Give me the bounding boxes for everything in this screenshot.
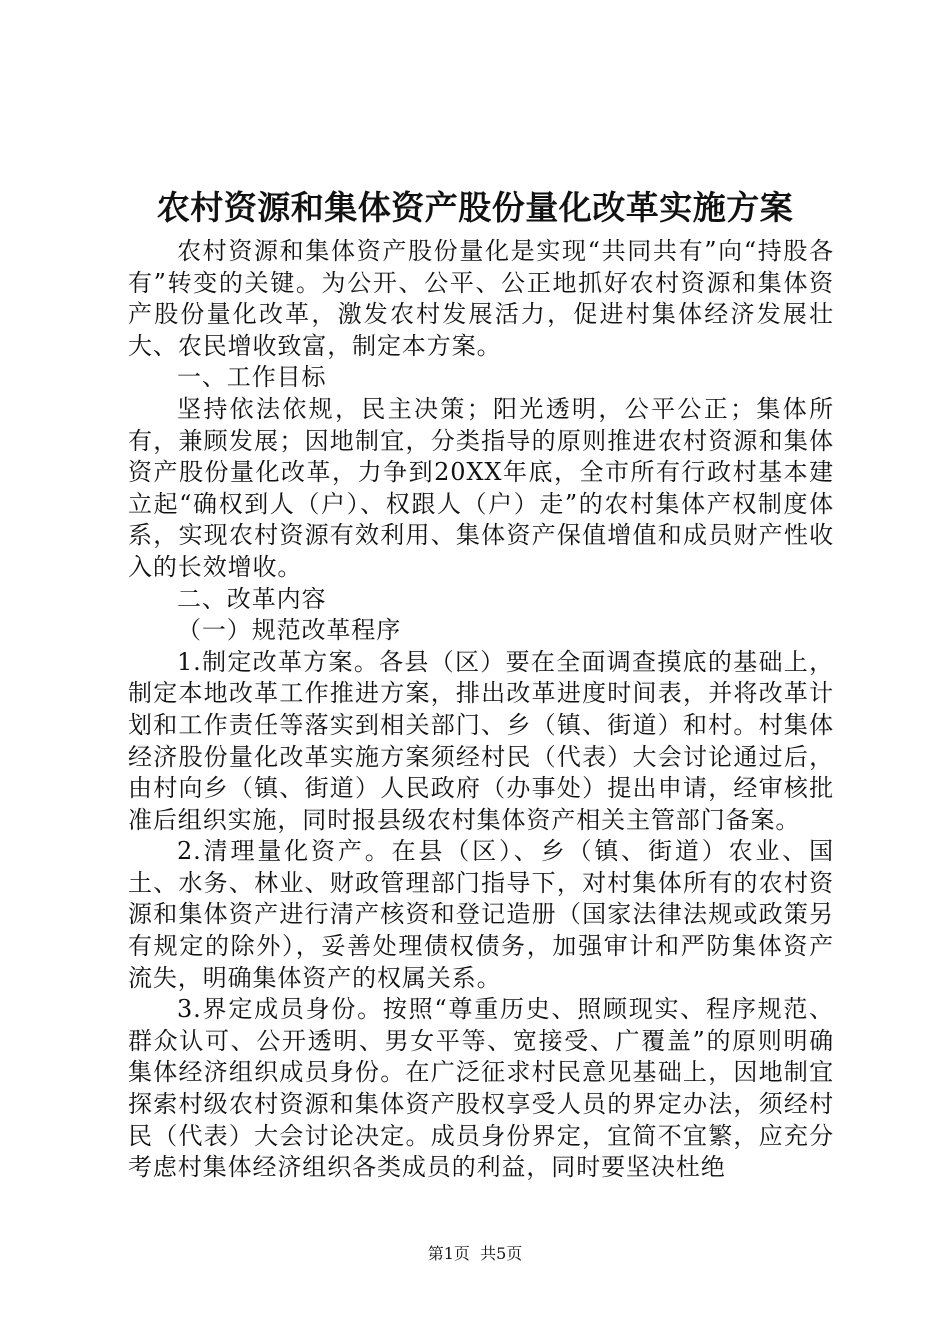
paragraph-item-2: 2.清理量化资产。在县（区）、乡（镇、街道）农业、国土、水务、林业、财政管理部门指导下，对村集体所有的农村资源和集体资产进行清产核资和登记造册（国家法律法规或政策另有规定的除外），妥善处理债权债务，加强审计和严防集体资产流失，明确集体资产的权属关系。 xyxy=(128,837,834,992)
document-body xyxy=(128,236,834,1184)
paragraph-item-1: 1.制定改革方案。各县（区）要在全面调查摸底的基础上，制定本地改革工作推进方案，排出改革进度时间表，并将改革计划和工作责任等落实到相关部门、乡（镇、街道）和村。村集体经济股份量化改革实施方案须经村民（代表）大会讨论通过后，由村向乡（镇、街道）人民政府（办事处）提出申请，经审核批准后组织实施，同时报县级农村集体资产相关主管部门备案。 xyxy=(128,647,834,834)
subheading-standardize-procedure: （一）规范改革程序 xyxy=(177,616,402,645)
paragraph-work-goals: 坚持依法依规，民主决策；阳光透明，公平公正；集体所有，兼顾发展；因地制宜，分类指导的原则推进农村资源和集体资产股份量化改革，力争到20XX年底，全市所有行政村基本建立起“确权到人（户）、权跟人（户）走”的农村集体产权制度体系，实现农村资源有效利用、集体资产保值增值和成员财产性收入的长效增收。 xyxy=(128,394,834,581)
page-footer xyxy=(0,1244,950,1264)
document-title: 农村资源和集体资产股份量化改革实施方案 xyxy=(156,188,794,227)
total-pages: 共5页 xyxy=(480,1244,523,1263)
paragraph-intro: 农村资源和集体资产股份量化是实现“共同共有”向“持股各有”转变的关键。为公开、公平、公正地抓好农村资源和集体资产股份量化改革，激发农村发展活力，促进村集体经济发展壮大、农民增收致富，制定本方案。 xyxy=(128,237,834,360)
heading-work-goals: 一、工作目标 xyxy=(177,363,327,392)
heading-reform-content: 二、改革内容 xyxy=(177,584,327,613)
paragraph-item-3: 3.界定成员身份。按照“尊重历史、照顾现实、程序规范、群众认可、公开透明、男女平等、宽接受、广覆盖”的原则明确集体经济组织成员身份。在广泛征求村民意见基础上，因地制宜探索村级农村资源和集体资产股权享受人员的界定办法，须经村民（代表）大会讨论决定。成员身份界定，宜简不宜繁，应充分考虑村集体经济组织各类成员的利益，同时要坚决杜绝 xyxy=(128,995,834,1182)
page-number: 第1页 xyxy=(427,1244,470,1263)
